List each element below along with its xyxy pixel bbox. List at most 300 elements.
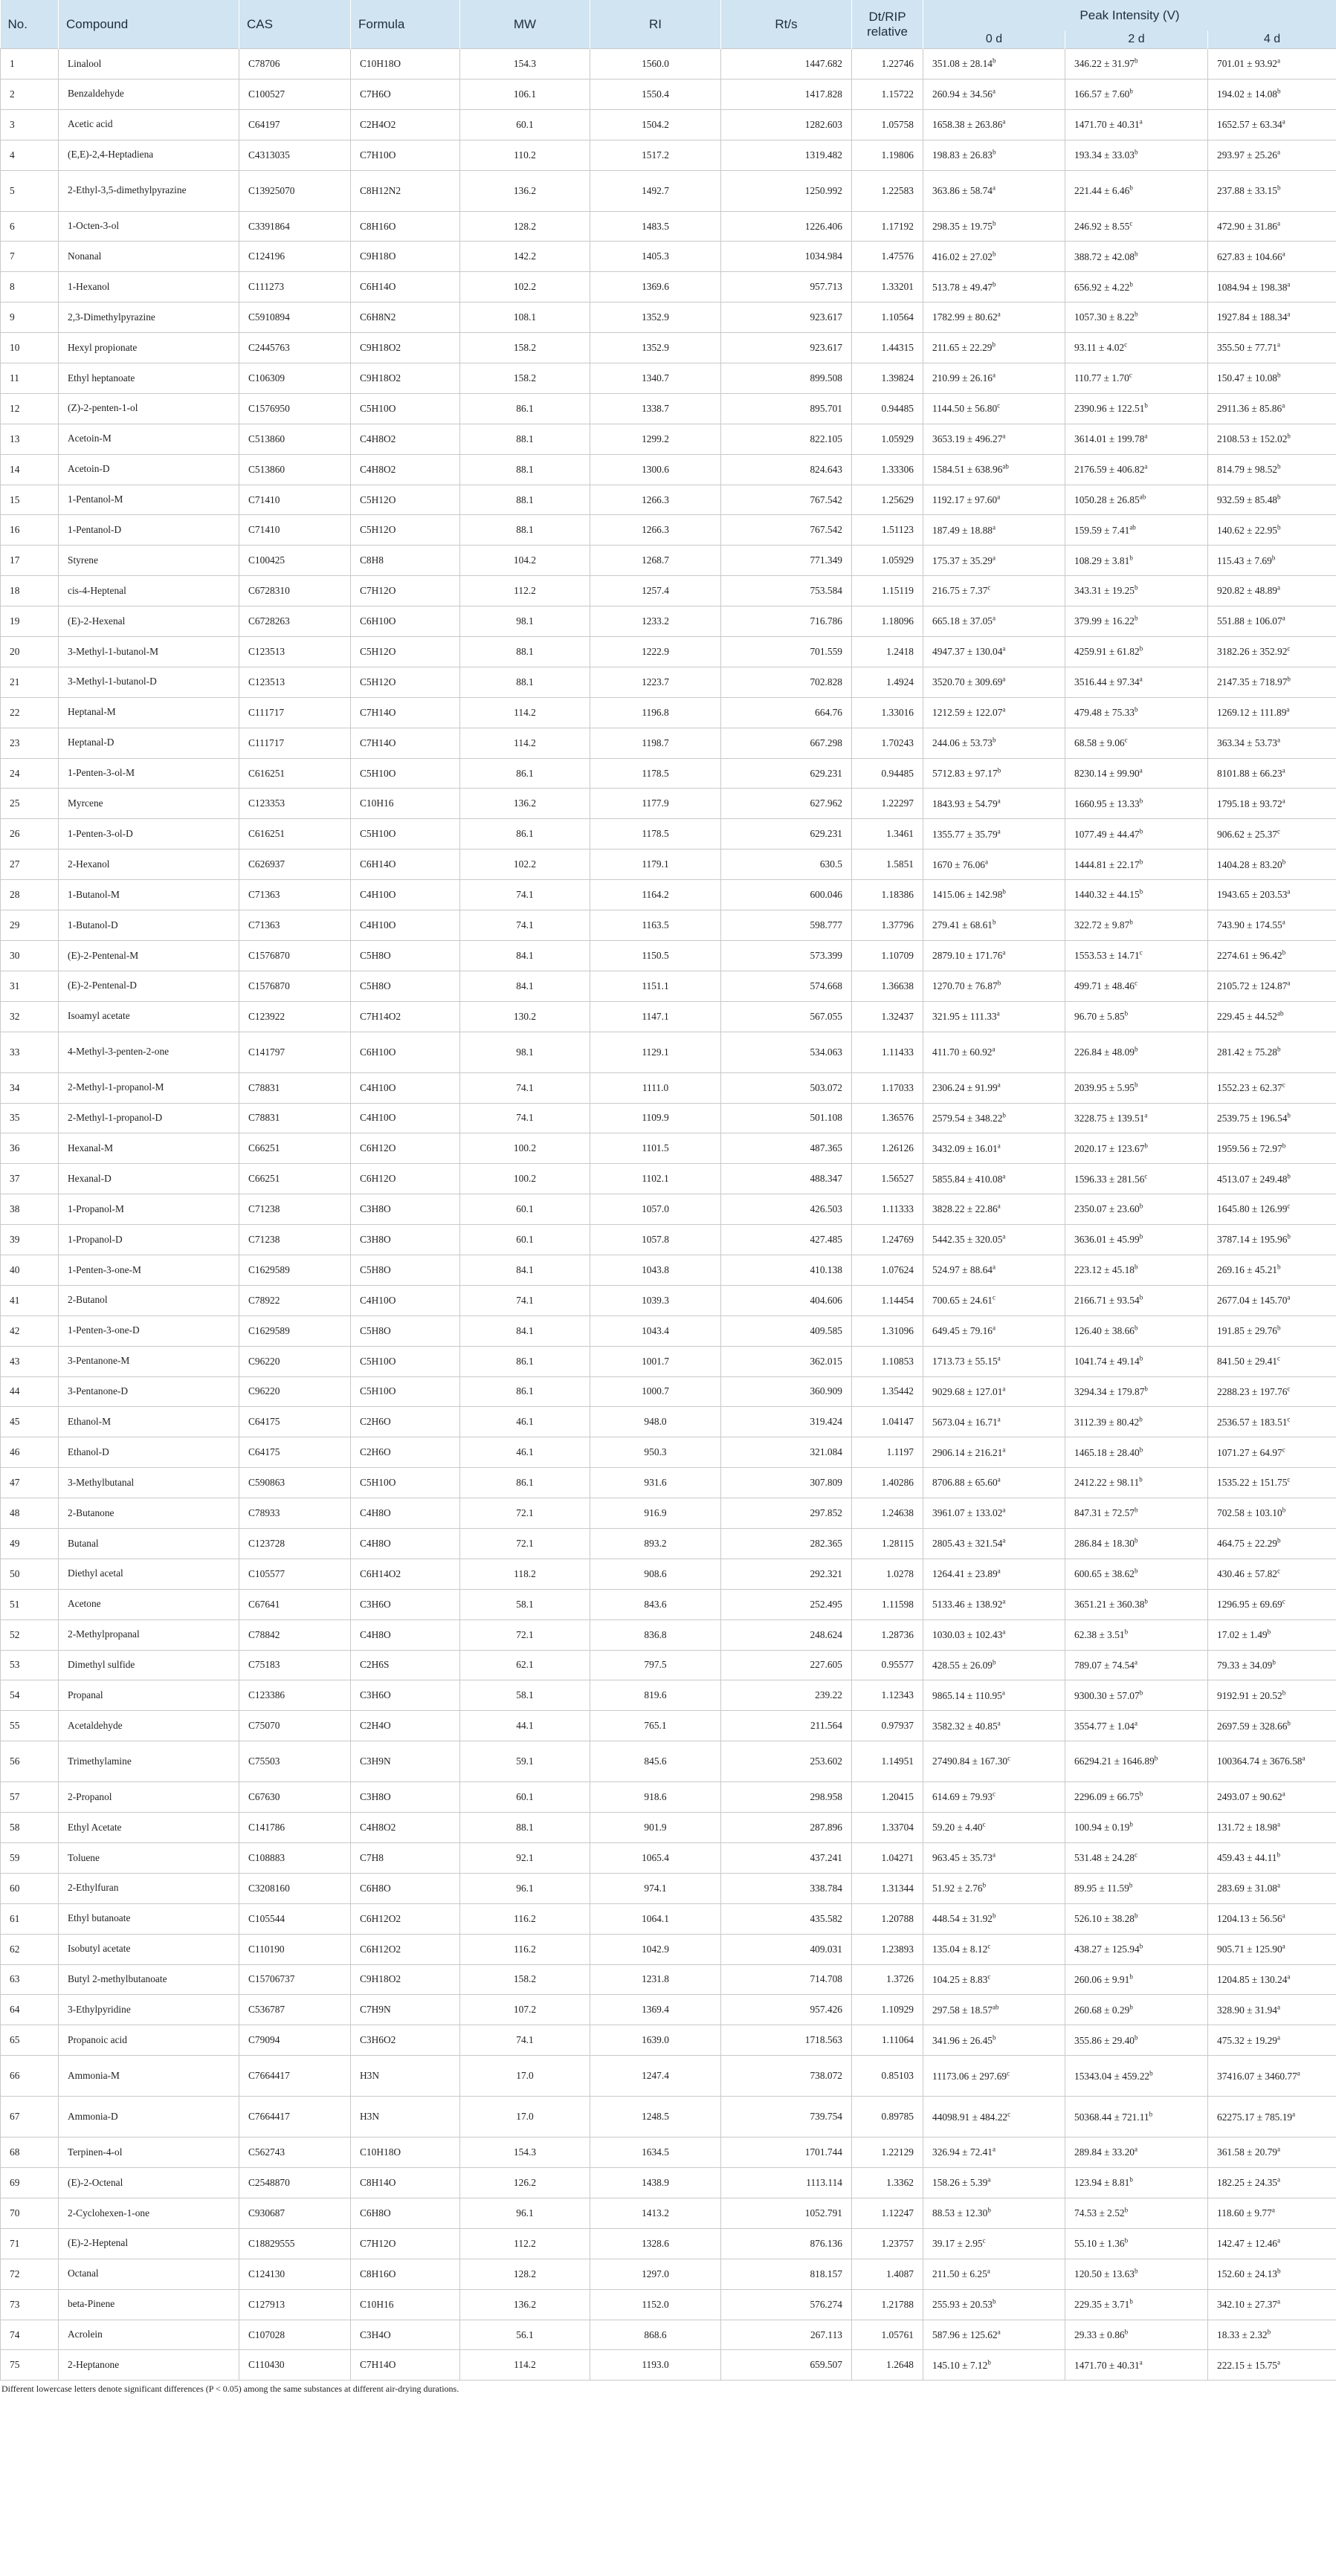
cell-no: 32 bbox=[1, 1001, 59, 1032]
cell-intensity-2d bbox=[1065, 606, 1208, 637]
cell-no: 23 bbox=[1, 728, 59, 758]
cell-ri: 1257.4 bbox=[590, 576, 721, 606]
intensity-value: 283.69 ± 31.08 bbox=[1217, 1883, 1277, 1894]
cell-intensity-2d bbox=[1065, 109, 1208, 140]
significance-letter: b bbox=[1135, 614, 1138, 622]
header-day-4: 4 d bbox=[1208, 30, 1336, 49]
intensity-value: 260.68 ± 0.29 bbox=[1074, 2004, 1130, 2016]
intensity-value: 2539.75 ± 196.54 bbox=[1217, 1112, 1288, 1124]
cell-ri: 916.9 bbox=[590, 1498, 721, 1529]
cell-ri: 1178.5 bbox=[590, 819, 721, 850]
cell-formula: C5H10O bbox=[351, 1346, 460, 1376]
cell-no: 72 bbox=[1, 2259, 59, 2289]
cell-rt: 1447.682 bbox=[721, 49, 852, 80]
cell-no: 42 bbox=[1, 1315, 59, 1346]
cell-intensity-2d bbox=[1065, 971, 1208, 1001]
intensity-value: 17.02 ± 1.49 bbox=[1217, 1628, 1268, 1640]
cell-ri: 1299.2 bbox=[590, 424, 721, 454]
cell-rt: 239.22 bbox=[721, 1680, 852, 1711]
intensity-value: 3182.26 ± 352.92 bbox=[1217, 646, 1288, 658]
cell-mw: 136.2 bbox=[460, 789, 590, 819]
cell-intensity-2d bbox=[1065, 1964, 1208, 1995]
cell-formula: C8H16O bbox=[351, 211, 460, 242]
intensity-value: 187.49 ± 18.88 bbox=[932, 524, 993, 536]
cell-rt: 338.784 bbox=[721, 1873, 852, 1903]
cell-no: 74 bbox=[1, 2320, 59, 2350]
cell-intensity-4d bbox=[1208, 272, 1336, 302]
cell-intensity-0d bbox=[923, 910, 1065, 941]
intensity-value: 1084.94 ± 198.38 bbox=[1217, 281, 1288, 293]
significance-letter: c bbox=[1007, 2110, 1011, 2118]
cell-formula: C6H14O bbox=[351, 850, 460, 880]
cell-ri: 845.6 bbox=[590, 1741, 721, 1782]
intensity-value: 115.43 ± 7.69 bbox=[1217, 554, 1272, 566]
cell-ri: 1639.0 bbox=[590, 2025, 721, 2056]
cell-mw: 96.1 bbox=[460, 1873, 590, 1903]
significance-letter: a bbox=[997, 1354, 1001, 1362]
cell-mw: 84.1 bbox=[460, 971, 590, 1001]
cell-rt: 738.072 bbox=[721, 2056, 852, 2097]
cell-ri: 1438.9 bbox=[590, 2168, 721, 2198]
cell-intensity-0d bbox=[923, 1103, 1065, 1133]
cell-ri: 1222.9 bbox=[590, 637, 721, 667]
cell-ri: 908.6 bbox=[590, 1559, 721, 1589]
cell-rt: 404.606 bbox=[721, 1285, 852, 1315]
cell-cas: C123386 bbox=[239, 1680, 351, 1711]
cell-cas: C66251 bbox=[239, 1133, 351, 1164]
cell-no: 60 bbox=[1, 1873, 59, 1903]
significance-letter: c bbox=[1287, 1202, 1291, 1210]
cell-cas: C1576870 bbox=[239, 971, 351, 1001]
cell-intensity-4d bbox=[1208, 211, 1336, 242]
intensity-value: 37416.07 ± 3460.77 bbox=[1217, 2070, 1297, 2082]
intensity-value: 1553.53 ± 14.71 bbox=[1074, 950, 1140, 962]
cell-intensity-4d bbox=[1208, 850, 1336, 880]
significance-letter: a bbox=[1002, 705, 1006, 713]
significance-letter: b bbox=[1139, 1415, 1143, 1423]
cell-no: 38 bbox=[1, 1194, 59, 1225]
intensity-value: 3961.07 ± 133.02 bbox=[932, 1507, 1003, 1519]
cell-formula: H3N bbox=[351, 2097, 460, 2138]
cell-intensity-0d bbox=[923, 1133, 1065, 1164]
cell-intensity-4d bbox=[1208, 2259, 1336, 2289]
intensity-value: 430.46 ± 57.82 bbox=[1217, 1568, 1277, 1580]
cell-dt: 1.33306 bbox=[852, 454, 923, 485]
table-row bbox=[1, 1873, 1336, 1903]
cell-no: 34 bbox=[1, 1072, 59, 1103]
significance-letter: a bbox=[1277, 584, 1280, 592]
significance-letter: a bbox=[1144, 432, 1148, 440]
cell-cas: C78831 bbox=[239, 1103, 351, 1133]
intensity-value: 1943.65 ± 203.53 bbox=[1217, 889, 1288, 901]
table-row bbox=[1, 1133, 1336, 1164]
cell-formula: H3N bbox=[351, 2056, 460, 2097]
cell-rt: 1113.114 bbox=[721, 2168, 852, 2198]
intensity-value: 321.95 ± 111.33 bbox=[932, 1010, 997, 1022]
cell-ri: 1352.9 bbox=[590, 302, 721, 333]
significance-letter: b bbox=[1135, 705, 1138, 713]
significance-letter: b bbox=[1154, 1755, 1158, 1763]
cell-cas: C123513 bbox=[239, 637, 351, 667]
cell-compound: 1-Pentanol-D bbox=[59, 515, 239, 546]
cell-dt: 1.14951 bbox=[852, 1741, 923, 1782]
significance-letter: a bbox=[1277, 1820, 1280, 1828]
significance-letter: b bbox=[993, 148, 996, 156]
cell-cas: C513860 bbox=[239, 424, 351, 454]
cell-intensity-4d bbox=[1208, 515, 1336, 546]
intensity-value: 191.85 ± 29.76 bbox=[1217, 1324, 1277, 1336]
significance-letter: a bbox=[1002, 1232, 1006, 1240]
cell-mw: 102.2 bbox=[460, 272, 590, 302]
significance-letter: a bbox=[1292, 2110, 1296, 2118]
cell-intensity-0d bbox=[923, 333, 1065, 363]
cell-ri: 1042.9 bbox=[590, 1934, 721, 1964]
cell-rt: 600.046 bbox=[721, 880, 852, 910]
intensity-value: 1584.51 ± 638.96 bbox=[932, 463, 1003, 475]
cell-mw: 72.1 bbox=[460, 1619, 590, 1650]
cell-dt: 1.3726 bbox=[852, 1964, 923, 1995]
cell-dt: 1.22129 bbox=[852, 2138, 923, 2168]
cell-intensity-0d bbox=[923, 1741, 1065, 1782]
cell-compound: (E)-2-Octenal bbox=[59, 2168, 239, 2198]
cell-no: 54 bbox=[1, 1680, 59, 1711]
cell-intensity-0d bbox=[923, 728, 1065, 758]
cell-rt: 503.072 bbox=[721, 1072, 852, 1103]
intensity-value: 1204.13 ± 56.56 bbox=[1217, 1913, 1282, 1924]
cell-formula: C10H16 bbox=[351, 2289, 460, 2320]
cell-no: 6 bbox=[1, 211, 59, 242]
cell-mw: 98.1 bbox=[460, 606, 590, 637]
intensity-value: 93.11 ± 4.02 bbox=[1074, 342, 1125, 354]
significance-letter: a bbox=[997, 493, 1001, 501]
cell-intensity-4d bbox=[1208, 1225, 1336, 1255]
table-row bbox=[1, 1680, 1336, 1711]
cell-mw: 96.1 bbox=[460, 2198, 590, 2229]
cell-no: 14 bbox=[1, 454, 59, 485]
cell-mw: 142.2 bbox=[460, 242, 590, 272]
significance-letter: a bbox=[1144, 1111, 1148, 1119]
cell-compound: Ethyl heptanoate bbox=[59, 363, 239, 394]
cell-formula: C8H16O bbox=[351, 2259, 460, 2289]
cell-intensity-2d bbox=[1065, 880, 1208, 910]
cell-ri: 843.6 bbox=[590, 1589, 721, 1619]
significance-letter: b bbox=[997, 979, 1001, 987]
cell-rt: 701.559 bbox=[721, 637, 852, 667]
cell-no: 61 bbox=[1, 1903, 59, 1934]
cell-compound: Acetaldehyde bbox=[59, 1711, 239, 1741]
intensity-value: 2296.09 ± 66.75 bbox=[1074, 1791, 1140, 1803]
cell-cas: C590863 bbox=[239, 1468, 351, 1498]
significance-letter: b bbox=[1124, 2328, 1129, 2336]
cell-intensity-2d bbox=[1065, 1225, 1208, 1255]
intensity-value: 1270.70 ± 76.87 bbox=[932, 980, 998, 992]
significance-letter: a bbox=[1282, 918, 1285, 926]
intensity-value: 1652.57 ± 63.34 bbox=[1217, 119, 1282, 131]
significance-letter: b bbox=[1135, 1045, 1138, 1053]
significance-letter: c bbox=[1287, 644, 1291, 653]
cell-dt: 1.3362 bbox=[852, 2168, 923, 2198]
cell-intensity-4d bbox=[1208, 1903, 1336, 1934]
table-row bbox=[1, 1813, 1336, 1843]
cell-intensity-2d bbox=[1065, 1315, 1208, 1346]
cell-mw: 88.1 bbox=[460, 1813, 590, 1843]
cell-rt: 899.508 bbox=[721, 363, 852, 394]
cell-dt: 1.05761 bbox=[852, 2320, 923, 2350]
significance-letter: b bbox=[1139, 1293, 1143, 1301]
cell-intensity-2d bbox=[1065, 1032, 1208, 1072]
intensity-value: 229.35 ± 3.71 bbox=[1074, 2298, 1130, 2310]
cell-dt: 1.05929 bbox=[852, 546, 923, 576]
cell-intensity-2d bbox=[1065, 1194, 1208, 1225]
significance-letter: b bbox=[1139, 1475, 1143, 1483]
significance-letter: c bbox=[1277, 827, 1280, 835]
intensity-value: 1050.28 ± 26.85 bbox=[1074, 493, 1140, 505]
cell-rt: 576.274 bbox=[721, 2289, 852, 2320]
intensity-value: 1660.95 ± 13.33 bbox=[1074, 797, 1140, 809]
cell-intensity-4d bbox=[1208, 1346, 1336, 1376]
cell-mw: 116.2 bbox=[460, 1903, 590, 1934]
cell-formula: C4H8O bbox=[351, 1498, 460, 1529]
cell-rt: 923.617 bbox=[721, 302, 852, 333]
cell-intensity-4d bbox=[1208, 1528, 1336, 1559]
cell-intensity-0d bbox=[923, 546, 1065, 576]
cell-formula: C5H12O bbox=[351, 515, 460, 546]
cell-intensity-2d bbox=[1065, 485, 1208, 515]
significance-letter: c bbox=[1144, 1172, 1148, 1180]
significance-letter: b bbox=[1129, 1881, 1133, 1889]
cell-no: 73 bbox=[1, 2289, 59, 2320]
significance-letter: a bbox=[1287, 887, 1291, 896]
cell-intensity-2d bbox=[1065, 363, 1208, 394]
cell-cas: C123353 bbox=[239, 789, 351, 819]
significance-letter: b bbox=[1139, 1942, 1143, 1950]
intensity-value: 1552.23 ± 62.37 bbox=[1217, 1081, 1282, 1093]
significance-letter: c bbox=[1135, 1851, 1137, 1859]
cell-cas: C1576870 bbox=[239, 940, 351, 971]
cell-mw: 74.1 bbox=[460, 1285, 590, 1315]
cell-formula: C7H12O bbox=[351, 2228, 460, 2259]
cell-formula: C3H6O bbox=[351, 1680, 460, 1711]
intensity-value: 322.72 ± 9.87 bbox=[1074, 919, 1130, 931]
cell-rt: 598.777 bbox=[721, 910, 852, 941]
cell-compound: Ethanol-D bbox=[59, 1437, 239, 1468]
cell-cas: C78842 bbox=[239, 1619, 351, 1650]
cell-mw: 126.2 bbox=[460, 2168, 590, 2198]
cell-dt: 1.28736 bbox=[852, 1619, 923, 1650]
cell-formula: C2H6O bbox=[351, 1437, 460, 1468]
significance-letter: a bbox=[1282, 1942, 1285, 1950]
intensity-value: 298.35 ± 19.75 bbox=[932, 220, 993, 232]
cell-no: 75 bbox=[1, 2350, 59, 2381]
intensity-value: 2412.22 ± 98.11 bbox=[1074, 1477, 1140, 1489]
significance-letter: b bbox=[1277, 371, 1281, 379]
cell-compound: Terpinen-4-ol bbox=[59, 2138, 239, 2168]
cell-ri: 1369.4 bbox=[590, 1995, 721, 2025]
intensity-value: 100364.74 ± 3676.58 bbox=[1217, 1755, 1303, 1767]
cell-intensity-0d bbox=[923, 363, 1065, 394]
significance-letter: a bbox=[997, 827, 1001, 835]
intensity-value: 1269.12 ± 111.89 bbox=[1217, 707, 1287, 719]
table-row bbox=[1, 1072, 1336, 1103]
cell-cas: C141786 bbox=[239, 1813, 351, 1843]
cell-dt: 1.17033 bbox=[852, 1072, 923, 1103]
cell-formula: C4H8O2 bbox=[351, 424, 460, 454]
cell-no: 27 bbox=[1, 850, 59, 880]
intensity-value: 150.47 ± 10.08 bbox=[1217, 372, 1277, 384]
cell-mw: 158.2 bbox=[460, 363, 590, 394]
cell-intensity-0d bbox=[923, 789, 1065, 819]
cell-intensity-4d bbox=[1208, 1711, 1336, 1741]
significance-letter: b bbox=[1139, 827, 1143, 835]
cell-compound: Ammonia-M bbox=[59, 2056, 239, 2097]
cell-intensity-0d bbox=[923, 1842, 1065, 1873]
cell-mw: 59.1 bbox=[460, 1741, 590, 1782]
cell-mw: 17.0 bbox=[460, 2056, 590, 2097]
cell-formula: C10H18O bbox=[351, 49, 460, 80]
cell-intensity-4d bbox=[1208, 1741, 1336, 1782]
cell-intensity-0d bbox=[923, 606, 1065, 637]
cell-ri: 1198.7 bbox=[590, 728, 721, 758]
cell-ri: 1179.1 bbox=[590, 850, 721, 880]
intensity-value: 9192.91 ± 20.52 bbox=[1217, 1689, 1282, 1701]
significance-letter: b bbox=[993, 280, 996, 288]
intensity-value: 355.50 ± 77.71 bbox=[1217, 342, 1277, 354]
cell-intensity-0d bbox=[923, 2025, 1065, 2056]
cell-intensity-4d bbox=[1208, 546, 1336, 576]
cell-intensity-4d bbox=[1208, 606, 1336, 637]
cell-formula: C5H12O bbox=[351, 485, 460, 515]
significance-letter: b bbox=[1139, 1354, 1143, 1362]
significance-letter: a bbox=[1139, 2358, 1143, 2366]
cell-no: 58 bbox=[1, 1813, 59, 1843]
cell-no: 45 bbox=[1, 1407, 59, 1437]
cell-intensity-0d bbox=[923, 1032, 1065, 1072]
cell-mw: 154.3 bbox=[460, 2138, 590, 2168]
cell-rt: 1226.406 bbox=[721, 211, 852, 242]
table-row bbox=[1, 2289, 1336, 2320]
significance-letter: a bbox=[1287, 311, 1291, 318]
cell-intensity-4d bbox=[1208, 1001, 1336, 1032]
cell-compound: 2-Butanol bbox=[59, 1285, 239, 1315]
cell-compound: beta-Pinene bbox=[59, 2289, 239, 2320]
cell-no: 40 bbox=[1, 1255, 59, 1285]
cell-mw: 110.2 bbox=[460, 140, 590, 170]
cell-no: 8 bbox=[1, 272, 59, 302]
significance-letter: b bbox=[1139, 858, 1143, 866]
cell-formula: C4H8O bbox=[351, 1619, 460, 1650]
cell-formula: C10H16 bbox=[351, 789, 460, 819]
cell-formula: C3H9N bbox=[351, 1741, 460, 1782]
cell-cas: C626937 bbox=[239, 850, 351, 880]
intensity-value: 1465.18 ± 28.40 bbox=[1074, 1446, 1140, 1458]
significance-letter: b bbox=[1271, 554, 1276, 562]
cell-intensity-0d bbox=[923, 2168, 1065, 2198]
cell-rt: 409.031 bbox=[721, 1934, 852, 1964]
intensity-value: 3787.14 ± 195.96 bbox=[1217, 1234, 1288, 1246]
cell-intensity-2d bbox=[1065, 1741, 1208, 1782]
cell-no: 30 bbox=[1, 940, 59, 971]
cell-intensity-4d bbox=[1208, 1255, 1336, 1285]
cell-rt: 714.708 bbox=[721, 1964, 852, 1995]
cell-intensity-4d bbox=[1208, 667, 1336, 697]
significance-letter: b bbox=[1135, 56, 1138, 65]
significance-letter: b bbox=[1282, 858, 1286, 866]
cell-intensity-4d bbox=[1208, 454, 1336, 485]
cell-dt: 1.20415 bbox=[852, 1782, 923, 1813]
intensity-value: 1795.18 ± 93.72 bbox=[1217, 797, 1282, 809]
intensity-value: 1535.22 ± 151.75 bbox=[1217, 1477, 1288, 1489]
cell-ri: 1064.1 bbox=[590, 1903, 721, 1934]
cell-no: 20 bbox=[1, 637, 59, 667]
significance-letter: b bbox=[1282, 1142, 1286, 1150]
cell-intensity-2d bbox=[1065, 393, 1208, 424]
cell-intensity-2d bbox=[1065, 272, 1208, 302]
significance-letter: a bbox=[1302, 1755, 1306, 1763]
cell-intensity-0d bbox=[923, 1001, 1065, 1032]
cell-rt: 227.605 bbox=[721, 1650, 852, 1680]
significance-letter: a bbox=[1002, 948, 1006, 957]
cell-rt: 716.786 bbox=[721, 606, 852, 637]
cell-compound: 1-Pentanol-M bbox=[59, 485, 239, 515]
intensity-value: 1471.70 ± 40.31 bbox=[1074, 2359, 1140, 2371]
cell-rt: 664.76 bbox=[721, 697, 852, 728]
significance-letter: ab bbox=[993, 2003, 999, 2011]
cell-intensity-0d bbox=[923, 1711, 1065, 1741]
cell-ri: 1492.7 bbox=[590, 170, 721, 211]
cell-mw: 74.1 bbox=[460, 910, 590, 941]
cell-intensity-2d bbox=[1065, 910, 1208, 941]
intensity-value: 3228.75 ± 139.51 bbox=[1074, 1112, 1145, 1124]
intensity-value: 814.79 ± 98.52 bbox=[1217, 463, 1277, 475]
cell-no: 64 bbox=[1, 1995, 59, 2025]
cell-intensity-4d bbox=[1208, 1559, 1336, 1589]
intensity-value: 5712.83 ± 97.17 bbox=[932, 767, 998, 779]
cell-compound: (E)-2-Heptenal bbox=[59, 2228, 239, 2259]
cell-compound: Trimethylamine bbox=[59, 1741, 239, 1782]
cell-intensity-4d bbox=[1208, 1194, 1336, 1225]
cell-intensity-0d bbox=[923, 1813, 1065, 1843]
cell-ri: 1163.5 bbox=[590, 910, 721, 941]
significance-letter: a bbox=[1002, 1628, 1006, 1636]
cell-no: 15 bbox=[1, 485, 59, 515]
cell-compound: 2-Propanol bbox=[59, 1782, 239, 1813]
cell-compound: (E)-2-Hexenal bbox=[59, 606, 239, 637]
cell-compound: (Z)-2-penten-1-ol bbox=[59, 393, 239, 424]
table-row bbox=[1, 1995, 1336, 2025]
cell-intensity-0d bbox=[923, 242, 1065, 272]
cell-rt: 409.585 bbox=[721, 1315, 852, 1346]
intensity-value: 2020.17 ± 123.67 bbox=[1074, 1142, 1145, 1154]
cell-intensity-0d bbox=[923, 1072, 1065, 1103]
cell-rt: 822.105 bbox=[721, 424, 852, 454]
cell-rt: 895.701 bbox=[721, 393, 852, 424]
cell-intensity-0d bbox=[923, 819, 1065, 850]
intensity-value: 1959.56 ± 72.97 bbox=[1217, 1142, 1282, 1154]
cell-compound: Styrene bbox=[59, 546, 239, 576]
cell-no: 10 bbox=[1, 333, 59, 363]
significance-letter: b bbox=[1267, 1628, 1271, 1636]
intensity-value: 351.08 ± 28.14 bbox=[932, 58, 993, 70]
cell-intensity-2d bbox=[1065, 1842, 1208, 1873]
cell-intensity-4d bbox=[1208, 1437, 1336, 1468]
cell-compound: Hexanal-D bbox=[59, 1164, 239, 1194]
cell-mw: 56.1 bbox=[460, 2320, 590, 2350]
cell-intensity-2d bbox=[1065, 1103, 1208, 1133]
intensity-value: 2536.57 ± 183.51 bbox=[1217, 1416, 1288, 1428]
cell-intensity-0d bbox=[923, 1164, 1065, 1194]
cell-dt: 1.10853 bbox=[852, 1346, 923, 1376]
cell-rt: 923.617 bbox=[721, 333, 852, 363]
